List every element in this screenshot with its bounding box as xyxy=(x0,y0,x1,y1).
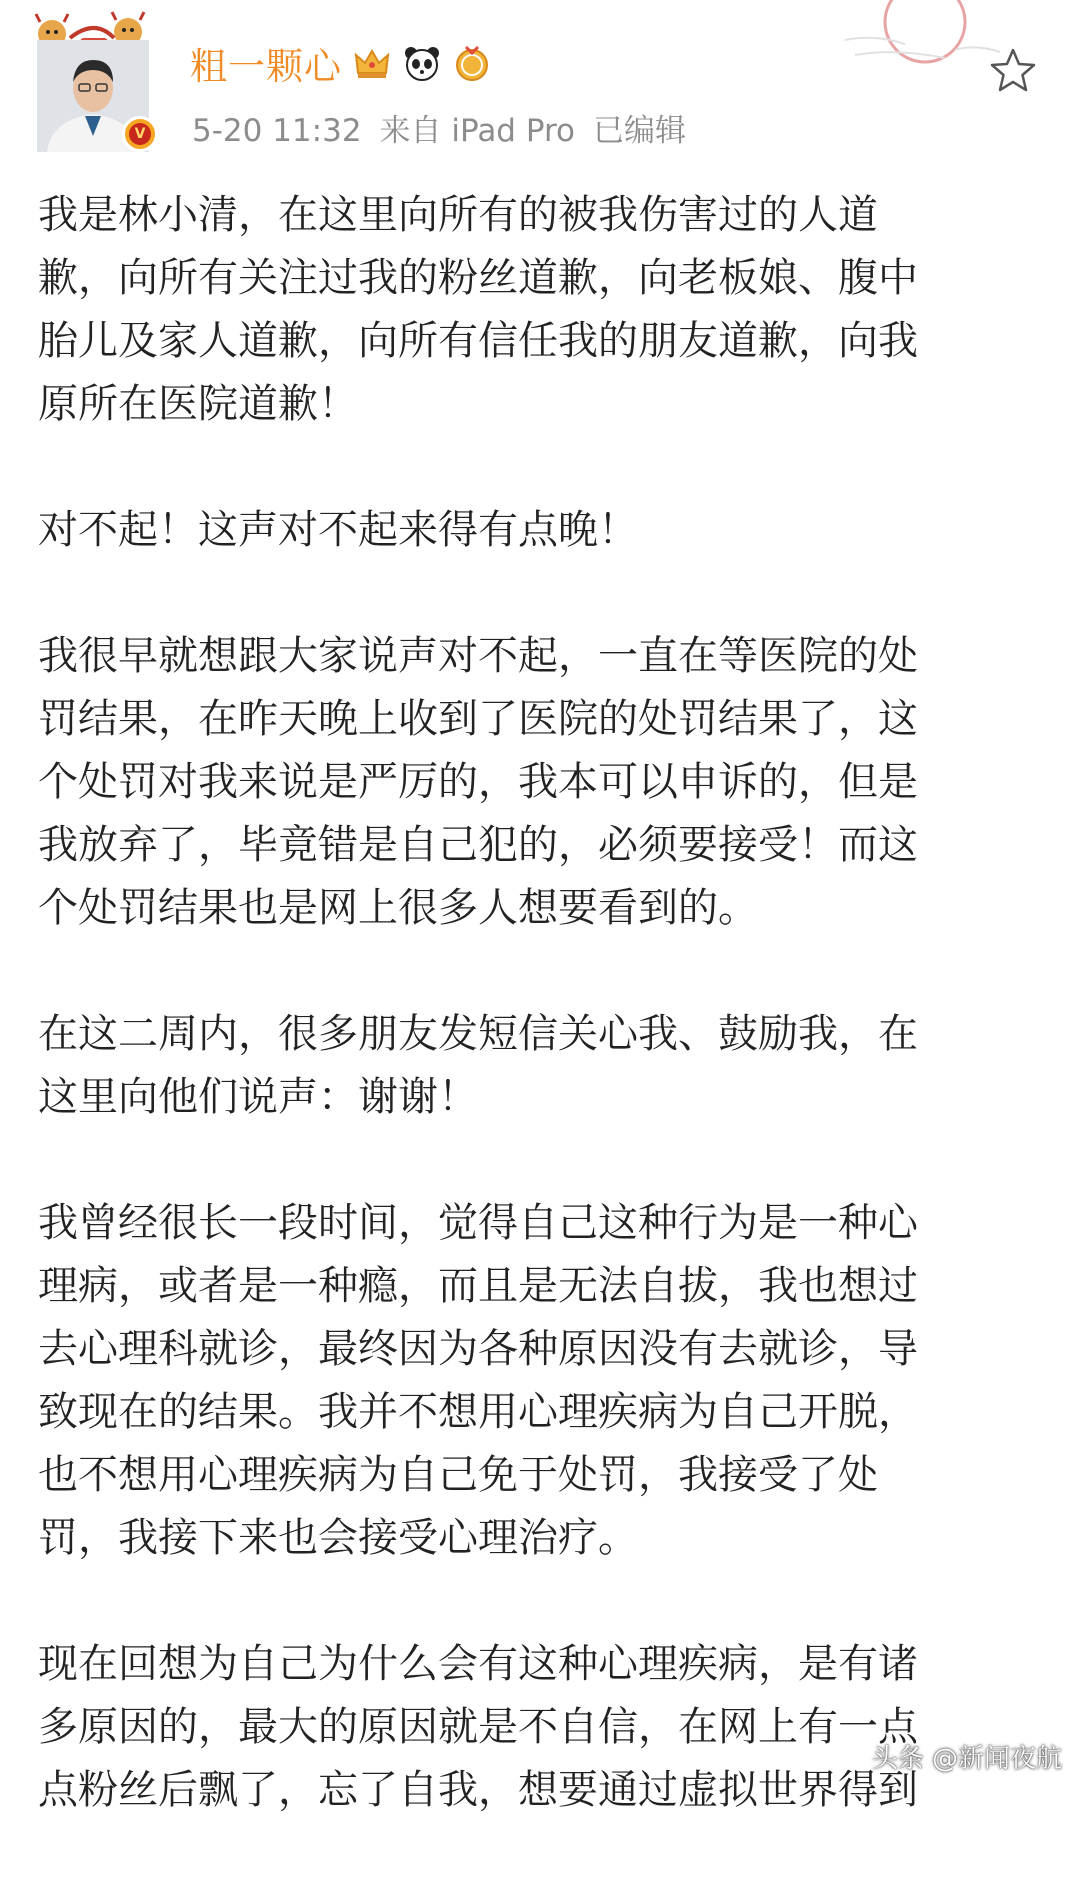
medal-icon[interactable] xyxy=(452,43,492,83)
post-text-line: 罚，我接下来也会接受心理治疗。 xyxy=(38,1515,638,1561)
post-source[interactable]: 来自 iPad Pro xyxy=(379,113,576,149)
favorite-star-icon[interactable] xyxy=(987,46,1039,96)
crown-icon[interactable] xyxy=(352,43,392,83)
post-text-line: 胎儿及家人道歉，向所有信任我的朋友道歉，向我 xyxy=(38,318,918,364)
post-text-line: 致现在的结果。我并不想用心理疾病为自己开脱， xyxy=(38,1389,918,1435)
post-paragraph xyxy=(38,1003,1043,1129)
post-text-line: 我放弃了，毕竟错是自己犯的，必须要接受！而这 xyxy=(38,822,918,868)
post-text-line: 点粉丝后飘了，忘了自我，想要通过虚拟世界得到 xyxy=(38,1767,918,1813)
post-text-line: 我曾经很长一段时间，觉得自己这种行为是一种心 xyxy=(38,1200,918,1246)
edited-label[interactable]: 已编辑 xyxy=(593,113,687,149)
source-watermark: 头条 @新闻夜航 xyxy=(871,1744,1062,1774)
post-paragraph xyxy=(38,1633,1043,1822)
post-text-line: 个处罚结果也是网上很多人想要看到的。 xyxy=(38,885,758,931)
panda-icon[interactable] xyxy=(402,43,442,83)
post-text-line: 我是林小清，在这里向所有的被我伤害过的人道 xyxy=(38,192,878,238)
post-text-line: 现在回想为自己为什么会有这种心理疾病，是有诸 xyxy=(38,1641,918,1687)
post-paragraph xyxy=(38,499,1043,562)
post-paragraph xyxy=(38,184,1043,436)
post-time: 5-20 11:32 xyxy=(192,113,362,149)
post-meta xyxy=(192,105,686,150)
post-text-line: 也不想用心理疾病为自己免于处罚，我接受了处 xyxy=(38,1452,878,1498)
post-text-line: 歉，向所有关注过我的粉丝道歉，向老板娘、腹中 xyxy=(38,255,918,301)
verified-badge-icon: V xyxy=(122,116,158,152)
post-content xyxy=(38,184,1043,1885)
post-text-line: 我很早就想跟大家说声对不起，一直在等医院的处 xyxy=(38,633,918,679)
post-text-line: 这里向他们说声：谢谢！ xyxy=(38,1074,478,1120)
username-row xyxy=(190,38,492,88)
post-paragraph xyxy=(38,625,1043,940)
post-paragraph xyxy=(38,1192,1043,1570)
post-text-line: 在这二周内，很多朋友发短信关心我、鼓励我，在 xyxy=(38,1011,918,1057)
username[interactable]: 粗一颗心 xyxy=(190,45,342,88)
avatar-container[interactable] xyxy=(30,8,160,158)
post-text-line: 原所在医院道歉！ xyxy=(38,381,358,427)
post-text-line: 多原因的，最大的原因就是不自信，在网上有一点 xyxy=(38,1704,918,1750)
post-header xyxy=(0,0,1080,165)
post-text-line: 理病，或者是一种瘾，而且是无法自拔，我也想过 xyxy=(38,1263,918,1309)
stamp-watermark-icon xyxy=(835,0,1005,70)
post-text-line: 个处罚对我来说是严厉的，我本可以申诉的，但是 xyxy=(38,759,918,805)
post-text-line: 对不起！这声对不起来得有点晚！ xyxy=(38,507,638,553)
post-text-line: 罚结果，在昨天晚上收到了医院的处罚结果了，这 xyxy=(38,696,918,742)
post-text-line: 去心理科就诊，最终因为各种原因没有去就诊，导 xyxy=(38,1326,918,1372)
